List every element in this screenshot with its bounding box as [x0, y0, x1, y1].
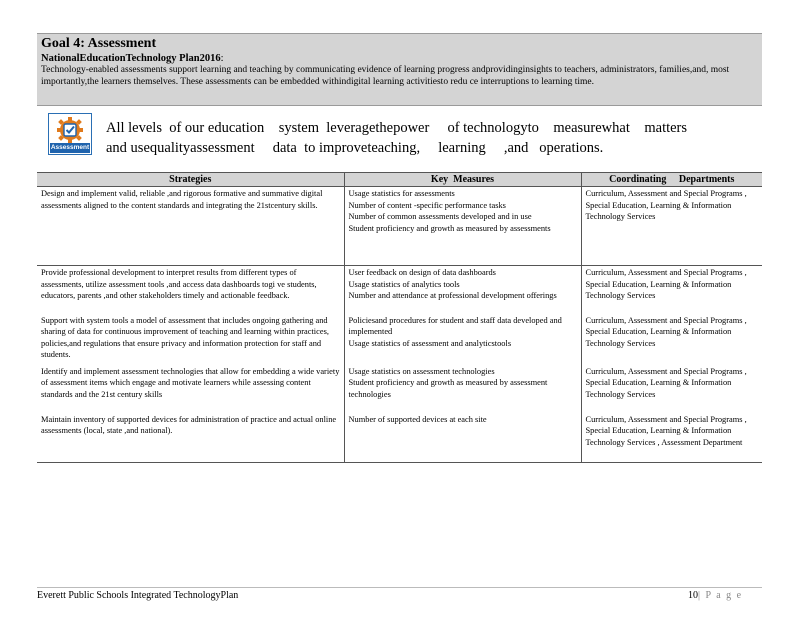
footer-document-title: Everett Public Schools Integrated TechnologyPlan [37, 590, 239, 601]
departments-cell [581, 314, 762, 365]
strategy-cell [37, 266, 344, 314]
assessment-icon [48, 113, 92, 155]
departments-cell [581, 187, 762, 266]
departments-text: Curriculum, Assessment and Special Programs , Special Education, Learning & Information Technology Services [585, 268, 747, 301]
departments-text: Curriculum, Assessment and Special Programs , Special Education, Learning & Information Technology Services [585, 366, 747, 400]
measures-cell [344, 365, 581, 413]
header-coordinating-departments: Coordinating Departments [581, 173, 762, 187]
measure-item: Number and attendance at professional development offerings [348, 291, 557, 301]
departments-cell [581, 365, 762, 413]
measure-item: Policiesand procedures for student and staff data developed and implemented [348, 315, 562, 337]
measure-item: Number of common assessments developed and in use [348, 212, 532, 222]
assessment-icon-label: Assessment [50, 144, 90, 151]
table-row [37, 365, 762, 413]
departments-text: Curriculum, Assessment and Special Programs , Special Education, Learning & Information Technology Services [585, 189, 747, 222]
vision-text [106, 118, 746, 158]
page-word: P a g e [701, 590, 743, 601]
page-number: 10 [688, 590, 698, 601]
measure-item: User feedback on design of data dashboards [348, 268, 496, 277]
header-key-measures: Key Measures [344, 173, 581, 187]
strategy-cell [37, 413, 344, 463]
table-row [37, 314, 762, 365]
goal-header-box [37, 33, 762, 106]
footer-page-label [688, 590, 743, 601]
measure-item: Usage statistics for assessments [348, 189, 455, 198]
vision-statement [48, 113, 762, 159]
measure-item: Usage statistics of assessment and analyticstools [348, 338, 512, 348]
strategy-text: Support with system tools a model of assessment that includes ongoing gathering and sharing of data for continuous improvement of teaching and learning within practices, policies,and regulations that ensure privacy and information protection for staff and students. [41, 315, 329, 360]
footer-divider [37, 587, 762, 588]
plan-reference [41, 52, 758, 65]
measures-cell [344, 187, 581, 266]
strategy-text: Maintain inventory of supported devices for administration of practice and actual online assessments (local, state ,and national). [41, 414, 337, 436]
measure-item: Student proficiency and growth as measured by assessments [348, 223, 551, 233]
table-row [37, 187, 762, 266]
plan-colon: : [220, 53, 224, 64]
table-row [37, 413, 762, 463]
plan-name: NationalEducationTechnology Plan2016 [41, 53, 221, 64]
strategy-text: Identify and implement assessment technologies that allow for embedding a wide variety of assessment items which engage and motivate learners while assessing content standards and the 21st century skills [41, 366, 340, 400]
goal-description: Technology-enabled assessments support learning and teaching by communicating evidence of learning progress andprovidinginsights to teachers, administrators, families,and, most importantly,the learners themselves. These assessments can be embedded withindigital learning activitiesto redu ce interruptions to learning time. [41, 65, 730, 87]
gear-check-icon [55, 116, 85, 144]
measure-item: Usage statistics on assessment technologies [348, 366, 495, 376]
vision-line-2: and usequalityassessment data to improveteaching, learning ,and operations. [106, 140, 604, 156]
strategy-text: Provide professional development to interpret results from different types of assessments, utilize assessment tools ,and access data dashboards togi ve students, educators, parents ,and other stakeholders timely and actionable feedback. [41, 268, 317, 301]
measure-item: Number of content -specific performance tasks [348, 200, 506, 210]
departments-text: Curriculum, Assessment and Special Programs , Special Education, Learning & Information Technology Services , Assessment Department [585, 414, 747, 448]
strategy-text: Design and implement valid, reliable ,and rigorous formative and summative digital assessments aligned to the content standards and integrating the 21stcentury skills. [41, 189, 323, 210]
departments-cell [581, 413, 762, 463]
goal-title: Goal 4: Assessment [41, 36, 157, 51]
measures-cell [344, 314, 581, 365]
header-strategies: Strategies [37, 173, 344, 187]
vision-line-1: All levels of our education system leveragethepower of technologyto measurewhat matters [106, 120, 688, 136]
measure-item: Number of supported devices at each site [348, 414, 487, 424]
strategy-cell [37, 314, 344, 365]
table-header-row [37, 173, 762, 187]
measures-cell [344, 266, 581, 314]
page-separator: | [698, 590, 702, 601]
departments-text: Curriculum, Assessment and Special Programs , Special Education, Learning & Information Technology Services [585, 315, 747, 348]
measure-item: Student proficiency and growth as measured by assessment technologies [348, 378, 548, 400]
measures-cell [344, 413, 581, 463]
strategy-cell [37, 187, 344, 266]
departments-cell [581, 266, 762, 314]
table-row [37, 266, 762, 314]
strategy-cell [37, 365, 344, 413]
strategies-table [37, 172, 762, 463]
measure-item: Usage statistics of analytics tools [348, 279, 460, 289]
